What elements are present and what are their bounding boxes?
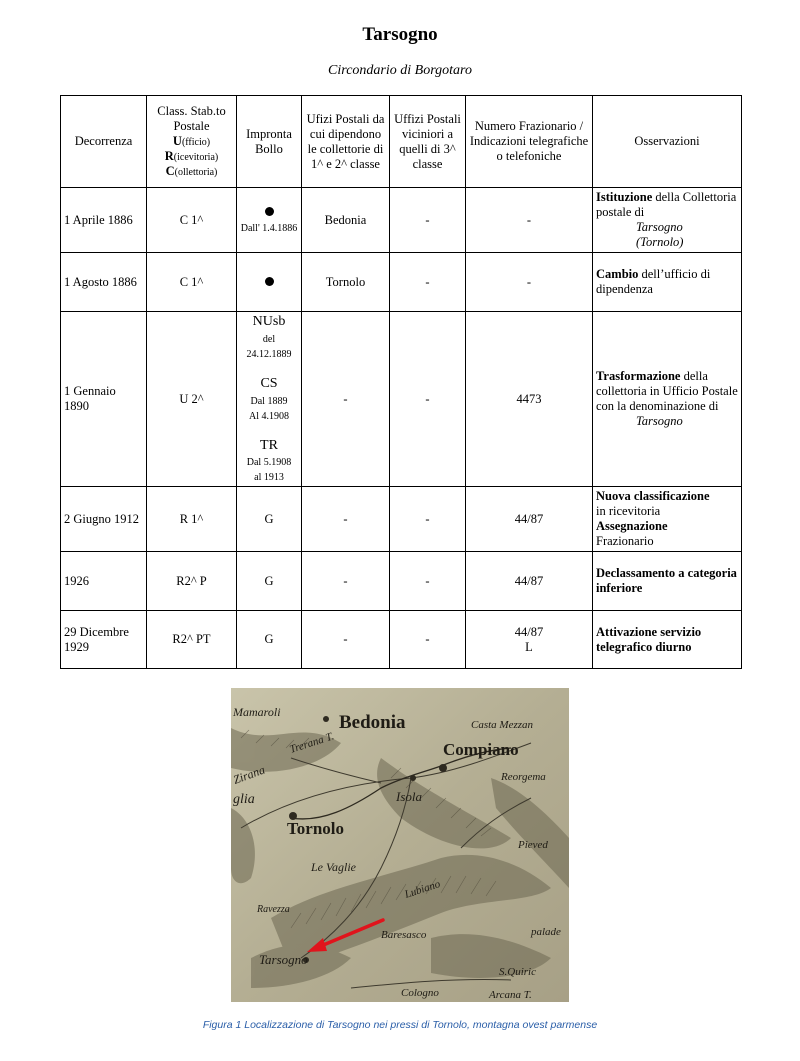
header-uffizi: Uffizi Postali viciniori a quelli di 3^ classe (390, 96, 466, 188)
table-row (61, 188, 742, 253)
bollo-code-3: TR (260, 437, 278, 453)
label-bedonia: Bedonia (339, 712, 406, 733)
cell-bollo (237, 253, 302, 312)
bollo-note-3b: al 1913 (254, 472, 284, 484)
cell-ufizi: - (302, 312, 390, 487)
obs-italic-2: (Tornolo) (636, 235, 684, 249)
cell-numero: 44/87 (466, 487, 593, 552)
numero-line-2: L (525, 639, 533, 654)
cell-uffizi: - (390, 253, 466, 312)
cell-osservazioni (593, 552, 742, 611)
cell-classe: U 2^ (147, 312, 237, 487)
bollo-note-1b: 24.12.1889 (246, 348, 292, 360)
obs-text: in ricevitoria (596, 504, 661, 519)
header-classificazione (147, 96, 237, 188)
label-ravezza: Ravezza (257, 904, 290, 915)
table-row (61, 611, 742, 669)
obs-bold: Attivazione servizio telegrafico diurno (596, 624, 702, 654)
obs-bold: Nuova classificazione (596, 489, 710, 504)
bollo-note-1a: del (262, 333, 276, 345)
bollo-note-2b: Al 4.1908 (249, 410, 289, 422)
cell-osservazioni (593, 611, 742, 669)
table-row (61, 552, 742, 611)
bollo-code-1: NUsb (252, 314, 286, 329)
historical-map (231, 688, 569, 1002)
cell-osservazioni (593, 253, 742, 312)
cell-bollo: G (237, 611, 302, 669)
label-isola: Isola (396, 789, 422, 804)
cell-bollo (237, 312, 302, 487)
cell-uffizi: - (390, 312, 466, 487)
obs-bold: Trasformazione (596, 369, 681, 384)
cell-classe: R2^ PT (147, 611, 237, 669)
label-tarsogno: Tarsogno (259, 952, 308, 967)
obs-italic-1: Tarsogno (636, 220, 683, 234)
label-cologno: Cologno (401, 987, 439, 999)
label-zirana: Zirana (231, 762, 267, 787)
cell-uffizi: - (390, 552, 466, 611)
obs-italic-1: Tarsogno (636, 414, 683, 429)
cell-osservazioni (593, 188, 742, 253)
label-trerana: Trerana T. (288, 730, 336, 756)
header-numero: Numero Frazionario / Indicazioni telegrafiche o telefoniche (466, 96, 593, 188)
map-canvas (231, 688, 569, 1002)
cell-osservazioni (593, 312, 742, 487)
postal-history-table (60, 95, 742, 669)
page-subtitle: Circondario di Borgotaro (328, 63, 472, 78)
table-row (61, 487, 742, 552)
obs-text-2: Frazionario (596, 534, 654, 549)
label-casta: Casta Mezzan (471, 719, 534, 731)
cell-decorrenza: 1 Aprile 1886 (61, 188, 147, 253)
header-class-u-letter: U (172, 134, 182, 148)
obs-bold: Declassamento a categoria inferiore (596, 566, 737, 596)
label-lubiano: Lubiano (403, 878, 442, 901)
bollo-note-2a: Dal 1889 (250, 395, 288, 407)
header-class-c-rest: (ollettoria) (174, 167, 218, 178)
table-header-row (61, 96, 742, 188)
header-class-c-letter: C (165, 164, 175, 178)
label-squirico: S.Quiric (499, 966, 536, 978)
label-baresasco: Baresasco (381, 929, 427, 941)
cell-ufizi: Bedonia (302, 188, 390, 253)
label-reorgema: Reorgema (501, 771, 546, 783)
cell-classe: C 1^ (147, 188, 237, 253)
cell-ufizi: - (302, 611, 390, 669)
postmark-dot-icon (265, 277, 274, 286)
header-class-r-letter: R (164, 149, 174, 163)
table-row (61, 312, 742, 487)
header-class-line1: Class. Stab.to Postale (157, 104, 226, 133)
label-pieved: Pieved (518, 839, 548, 851)
cell-numero (466, 611, 593, 669)
cell-ufizi: - (302, 487, 390, 552)
cell-decorrenza: 29 Dicembre 1929 (61, 611, 147, 669)
obs-bold: Istituzione (596, 190, 653, 204)
obs-text: della collettoria in Ufficio Postale con la denominazione di (596, 369, 738, 414)
bollo-note: Dall' 1.4.1886 (240, 223, 298, 234)
cell-decorrenza: 1 Agosto 1886 (61, 253, 147, 312)
cell-bollo (237, 188, 302, 253)
cell-uffizi: - (390, 487, 466, 552)
cell-numero: - (466, 188, 593, 253)
label-arcana: Arcana T. (489, 989, 532, 1001)
obs-bold-2: Assegnazione (596, 519, 668, 534)
obs-text: della Collettoria postale di (596, 190, 737, 219)
cell-ufizi: Tornolo (302, 253, 390, 312)
header-class-u-rest: (fficio) (181, 137, 211, 148)
cell-numero: - (466, 253, 593, 312)
header-class-r-rest: (icevitoria) (173, 152, 219, 163)
cell-ufizi: - (302, 552, 390, 611)
page-title: Tarsogno (362, 24, 438, 45)
label-tornolo: Tornolo (287, 819, 345, 838)
cell-classe: R 1^ (147, 487, 237, 552)
numero-line-1: 44/87 (514, 624, 544, 639)
table-row (61, 253, 742, 312)
bollo-note-3a: Dal 5.1908 (246, 457, 292, 469)
label-compiano: Compiano (443, 740, 519, 759)
cell-decorrenza: 1926 (61, 552, 147, 611)
header-impronta: Impronta Bollo (237, 96, 302, 188)
label-palade: palade (531, 926, 561, 938)
bollo-code-2: CS (260, 375, 278, 391)
header-decorrenza: Decorrenza (61, 96, 147, 188)
cell-uffizi: - (390, 611, 466, 669)
figure-caption: Figura 1 Localizzazione di Tarsogno nei pressi di Tornolo, montagna ovest parmense (202, 1019, 598, 1031)
cell-bollo: G (237, 487, 302, 552)
cell-classe: C 1^ (147, 253, 237, 312)
cell-uffizi: - (390, 188, 466, 253)
cell-numero: 44/87 (466, 552, 593, 611)
cell-classe: R2^ P (147, 552, 237, 611)
cell-numero: 4473 (466, 312, 593, 487)
cell-osservazioni (593, 487, 742, 552)
postmark-dot-icon (265, 207, 274, 216)
cell-decorrenza: 1 Gennaio 1890 (61, 312, 147, 487)
obs-bold: Cambio (596, 267, 639, 281)
label-glia: glia (233, 792, 255, 807)
header-osservazioni: Osservazioni (593, 96, 742, 188)
obs-text: dell’ufficio di dipendenza (596, 267, 711, 296)
cell-decorrenza: 2 Giugno 1912 (61, 487, 147, 552)
header-ufizi: Ufizi Postali da cui dipendono le collettorie di 1^ e 2^ classe (302, 96, 390, 188)
label-levaglie: Le Vaglie (311, 860, 356, 874)
label-mamaroli: Mamaroli (233, 705, 281, 719)
cell-bollo: G (237, 552, 302, 611)
